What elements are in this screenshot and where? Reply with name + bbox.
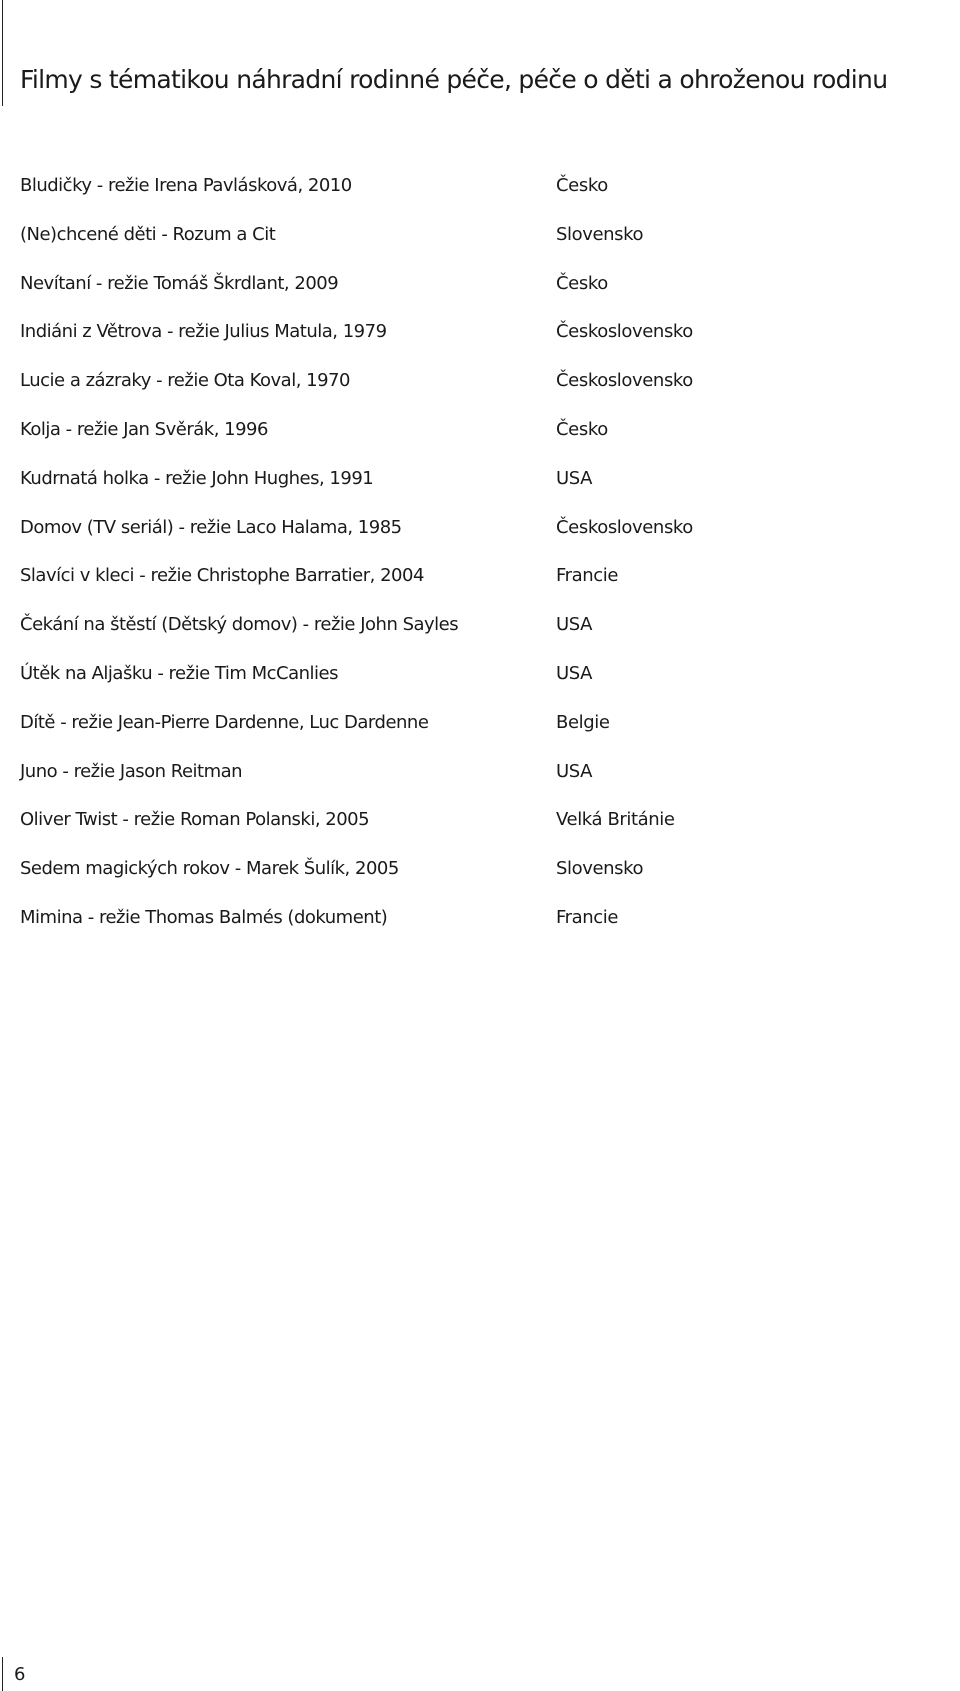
film-country: Francie (556, 565, 619, 587)
table-row (20, 272, 950, 321)
table-row (20, 564, 950, 613)
table-row (20, 369, 950, 418)
table-row (20, 857, 950, 906)
film-title: Útěk na Aljašku - režie Tim McCanlies (20, 662, 338, 684)
film-title: Dítě - režie Jean-Pierre Dardenne, Luc Dardenne (20, 711, 429, 733)
film-title: Mimina - režie Thomas Balmés (dokument) (20, 906, 388, 928)
film-title: Sedem magických rokov - Marek Šulík, 2005 (20, 858, 399, 880)
table-row (20, 760, 950, 809)
film-country: Česko (556, 272, 608, 294)
table-row (20, 418, 950, 467)
film-title: Juno - režie Jason Reitman (20, 760, 243, 782)
margin-rule-top (2, 0, 3, 106)
film-title: Nevítaní - režie Tomáš Škrdlant, 2009 (20, 272, 339, 294)
table-row (20, 613, 950, 662)
table-row (20, 906, 950, 955)
table-row (20, 711, 950, 760)
film-country: Velká Británie (556, 809, 675, 831)
film-country: USA (556, 614, 593, 636)
film-title: Indiáni z Větrova - režie Julius Matula, 1979 (20, 321, 387, 343)
film-country: USA (556, 662, 593, 684)
film-country: Česko (556, 175, 608, 196)
table-row (20, 467, 950, 516)
film-title: Lucie a zázraky - režie Ota Koval, 1970 (20, 370, 350, 392)
table-row (20, 808, 950, 857)
film-title: Bludičky - režie Irena Pavlásková, 2010 (20, 175, 352, 196)
film-country: Česko (556, 418, 608, 440)
film-country: Francie (556, 906, 619, 928)
film-country: Československo (556, 516, 693, 538)
table-row (20, 320, 950, 369)
table-row (20, 174, 950, 223)
page-title: Filmy s tématikou náhradní rodinné péče, péče o děti a ohroženou rodinu (20, 65, 888, 94)
film-title: Kudrnatá holka - režie John Hughes, 1991 (20, 467, 374, 489)
table-row (20, 662, 950, 711)
table-row (20, 516, 950, 565)
film-country: Slovensko (556, 223, 644, 245)
film-title: Kolja - režie Jan Svěrák, 1996 (20, 418, 268, 440)
film-title: Slavíci v kleci - režie Christophe Barratier, 2004 (20, 565, 424, 587)
film-title: Domov (TV seriál) - režie Laco Halama, 1985 (20, 516, 402, 538)
table-row (20, 223, 950, 272)
film-country: Československo (556, 321, 693, 343)
film-country: USA (556, 467, 593, 489)
film-country: Belgie (556, 711, 610, 733)
films-table (20, 174, 950, 955)
film-title: Oliver Twist - režie Roman Polanski, 2005 (20, 809, 370, 831)
film-country: Slovensko (556, 858, 644, 880)
film-title: (Ne)chcené děti - Rozum a Cit (20, 223, 276, 245)
film-country: USA (556, 760, 593, 782)
film-title: Čekání na štěstí (Dětský domov) - režie John Sayles (20, 614, 459, 636)
margin-rule-bottom (2, 1657, 3, 1691)
film-country: Československo (556, 370, 693, 392)
page-number: 6 (14, 1664, 26, 1685)
